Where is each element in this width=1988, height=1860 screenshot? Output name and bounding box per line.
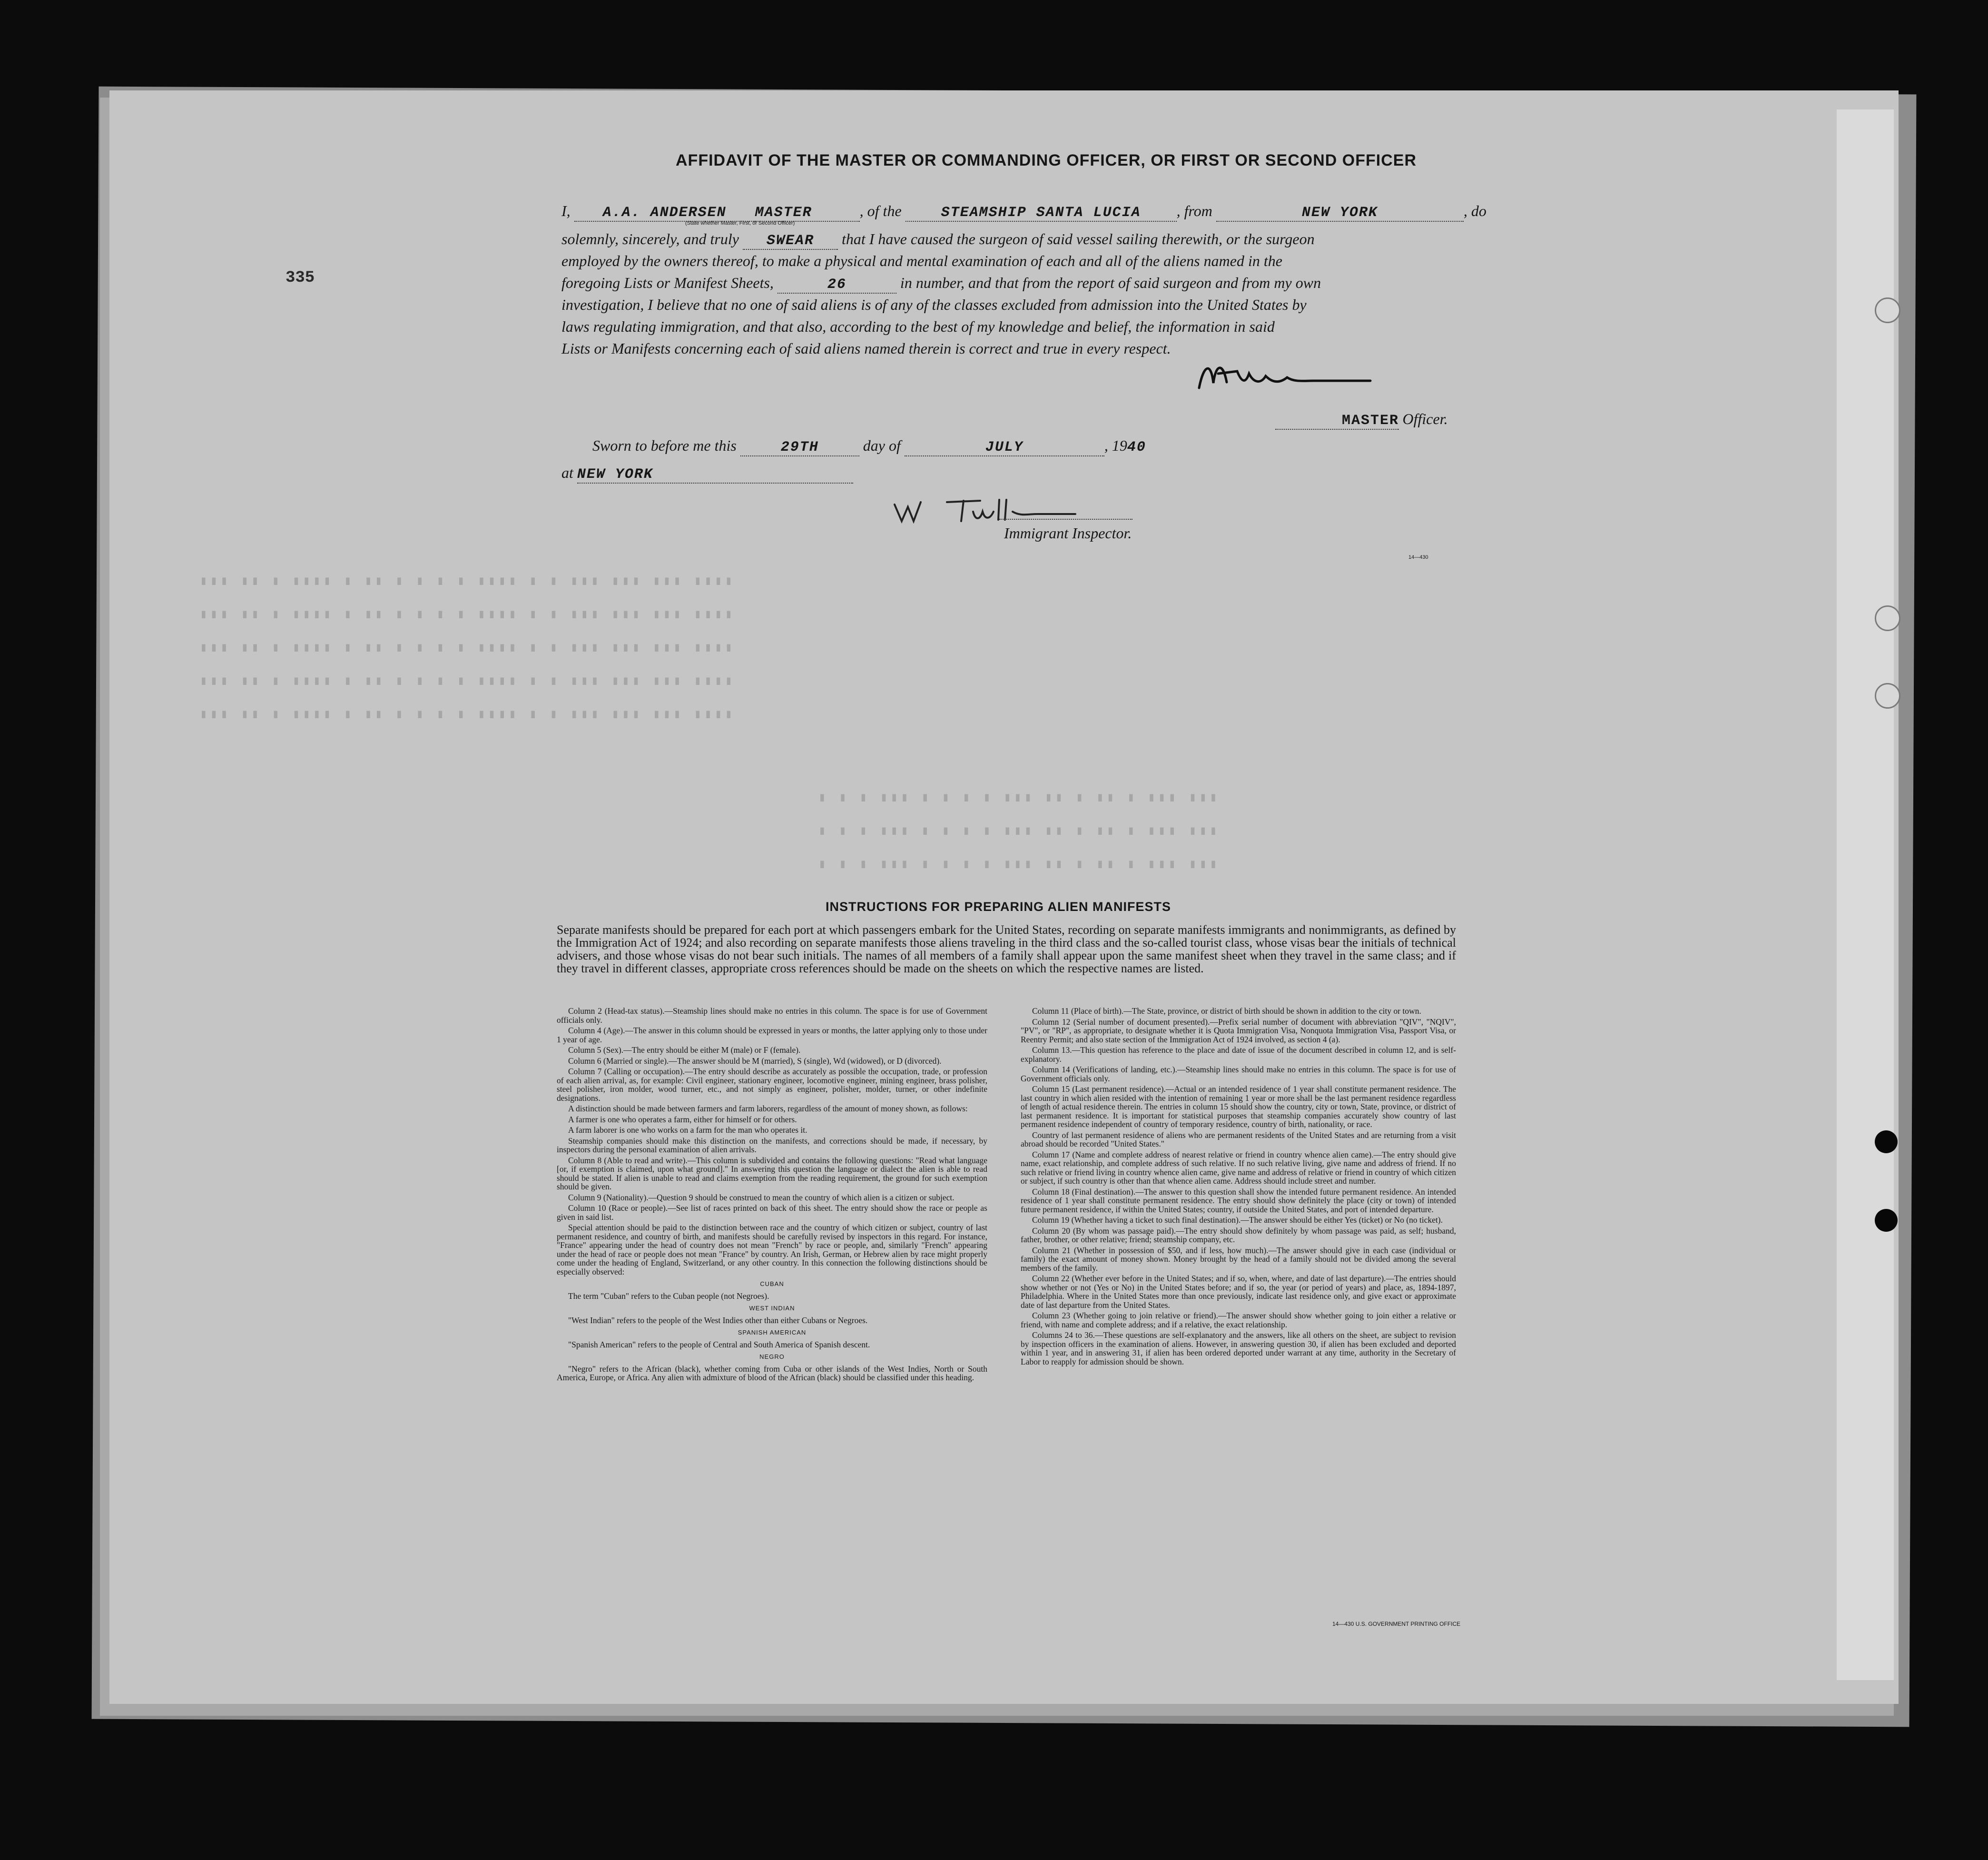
instruction-paragraph: Column 19 (Whether having a ticket to such final destination).—The answer should be either Yes (ticket) or No (no ticket). — [1032, 1215, 1443, 1225]
instruction-paragraph: Columns 24 to 36.—These questions are self-explanatory and the answers, like all others on the sheet, are subject to revision by inspection officers in the examination of aliens. However, in answering question 30, if alien has been excluded and deported within 1 year, and in answering 31, if alien has been ordered deported under warrant at any time, authority in the Secretary of Labor to reapply for admission should be shown. — [1021, 1330, 1456, 1366]
instruction-paragraph: Column 5 (Sex).—The entry should be either M (male) or F (female). — [568, 1045, 801, 1055]
instruction-paragraph: Column 22 (Whether ever before in the United States; and if so, when, where, and date of last departure).—The entries should show whether or not (Yes or No) in the United States before; and if so, the year (or period of years) and place, as, 1894-1897, Philadelphia. Where in the United States more than once previously, indicate last residence only, and give exact or approximate date of last departure from the United States. — [1021, 1274, 1456, 1310]
officer-name: A.A. ANDERSEN — [574, 205, 755, 222]
departure-port: NEW YORK — [1216, 205, 1464, 222]
instruction-paragraph: Country of last permanent residence of aliens who are permanent residents of the United States and are returning from a visit abroad should be recorded "United States." — [1021, 1130, 1456, 1148]
bleed-through-text: ▮▮▮ ▮▮ ▮ ▮▮▮▮ ▮ ▮▮ ▮ ▮ ▮ ▮ ▮▮▮▮ ▮ ▮ ▮▮▮ ▮▮▮ ▮▮▮ ▮▮▮▮ — [200, 574, 736, 588]
instructions-lead: Separate manifests should be prepared for each port at which passengers embark for the United States, recording on separate manifests immigrants and nonimmigrants, as defined by the Immigration Act of 1924; and also recording on separate manifests those aliens traveling in the third class and the so-called tourist class, whose visas bear the initials of technical advisers, and those whose visas do not bear such initials. The names of all members of a family shall appear upon the same manifest sheet when they travel in the same class; and if they travel in different classes, appropriate cross references should be made on the sheets on which the respective names are listed. — [557, 923, 1456, 975]
oath-type: SWEAR — [743, 233, 838, 250]
vessel-name: STEAMSHIP SANTA LUCIA — [905, 205, 1177, 222]
sworn-place-line: at NEW YORK — [561, 464, 853, 484]
instructions-right-column — [1021, 1007, 1456, 1368]
instruction-paragraph: Column 8 (Able to read and write).—This column is subdivided and contains the following questions: "Read what language [or, if exemption is claimed, upon what ground]." In answering this question the language or dialect the alien is able to read should be stated. If alien is unable to read and claims exemption from the reading requirement, the ground for such exemption should be given. — [557, 1155, 987, 1191]
instruction-paragraph: Column 13.—This question has reference to the place and date of issue of the document described in column 12, and is self-explanatory. — [1021, 1045, 1456, 1064]
instruction-paragraph: Column 11 (Place of birth).—The State, province, or district of birth should be shown in addition to the city or town. — [1032, 1006, 1421, 1016]
instruction-paragraph: Steamship companies should make this distinction on the manifests, and corrections should be made, if necessary, by inspectors during the personal examination of alien arrivals. — [557, 1136, 987, 1154]
instruction-paragraph: Column 15 (Last permanent residence).—Actual or an intended residence of 1 year shall constitute permanent residence. The last country in which alien resided with the intention of remaining 1 year or more shall be the last permanent residence regardless of length of actual residence therein. The entries in column 15 should show the country, city or town, State, province, or district of last permanent residence. It is important for statistical purposes that steamship companies accurately show country of last permanent residence independent of country of temporary residence, country of birth, nationality, or race. — [1021, 1084, 1456, 1129]
instruction-paragraph: Column 4 (Age).—The answer in this column should be expressed in years or months, the latter applying only to those under 1 year of age. — [557, 1026, 987, 1044]
sworn-year: 40 — [1127, 439, 1146, 455]
instruction-paragraph: "Spanish American" refers to the people of Central and South America of Spanish descent. — [568, 1339, 870, 1349]
bleed-through-text: ▮ ▮ ▮ ▮▮▮ ▮ ▮ ▮ ▮ ▮▮▮ ▮▮ ▮ ▮▮ ▮ ▮▮▮ ▮▮▮ — [818, 857, 1220, 871]
affidavit-line-3: employed by the owners thereof, to make a physical and mental examination of each and all of the aliens named in the — [561, 252, 1282, 269]
officer-rank: MASTER — [755, 205, 860, 222]
instruction-paragraph: A farmer is one who operates a farm, either for himself or for others. — [568, 1114, 797, 1124]
instruction-paragraph: Column 2 (Head-tax status).—Steamship lines should make no entries in this column. The space is for use of Government officials only. — [557, 1006, 987, 1025]
printing-office-footer: 14—430 U.S. GOVERNMENT PRINTING OFFICE — [1332, 1621, 1461, 1627]
instructions-title: INSTRUCTIONS FOR PREPARING ALIEN MANIFESTS — [826, 900, 1171, 914]
section-heading: WEST INDIAN — [749, 1305, 795, 1312]
sworn-month: JULY — [905, 439, 1104, 456]
instruction-paragraph: Special attention should be paid to the distinction between race and the country of which citizen or subject, country of last permanent residence, and country of birth, and manifests should be carefully revised by inspectors in this regard. For instance, "France" appearing under the head of country does not mean "French" by race or people, and, similarly "French" appearing under the head of race or people does not mean "France" by country. An Irish, German, or Hebrew alien by race might properly come under the heading of England, Switzerland, or any other country. In this connection the following distinctions should be especially observed: — [557, 1223, 987, 1276]
punch-hole — [1875, 297, 1900, 323]
inspector-signature — [885, 490, 1085, 528]
punch-hole — [1875, 605, 1900, 631]
signer-rank-line: MASTER Officer. — [1275, 410, 1448, 430]
instruction-paragraph: Column 10 (Race or people).—See list of races printed on back of this sheet. The entry should show the race or people as given in said list. — [557, 1203, 987, 1222]
instruction-paragraph: Column 12 (Serial number of document presented).—Prefix serial number of document with abbreviation "QIV", "NQIV", "PV", or "RP", as appropriate, to designate whether it is Quota Immigration Visa, Nonquota Immigration Visa, Passport Visa, or Reentry Permit; and also state section of the Immigration Act of 1924 involved, as section 4 (a). — [1021, 1017, 1456, 1044]
instructions-left-column — [557, 1007, 987, 1384]
affidavit-line-2: solemnly, sincerely, and truly SWEAR that I have caused the surgeon of said vessel sailing therewith, or the surgeon — [561, 230, 1315, 249]
instruction-paragraph: Column 14 (Verifications of landing, etc.).—Steamship lines should make no entries in this column. The space is for use of Government officials only. — [1021, 1065, 1456, 1083]
page-number-stamp: 335 — [285, 269, 315, 287]
instruction-paragraph: "Negro" refers to the African (black), whether coming from Cuba or other islands of the West Indies, North or South America, Europe, or Africa. Any alien with admixture of blood of the African (black) should be classified under this heading. — [557, 1364, 987, 1382]
instruction-paragraph: Column 9 (Nationality).—Question 9 should be construed to mean the country of which alien is a citizen or subject. — [568, 1192, 955, 1202]
sheet-count: 26 — [777, 277, 896, 294]
bleed-through-text: ▮▮▮ ▮▮ ▮ ▮▮▮▮ ▮ ▮▮ ▮ ▮ ▮ ▮ ▮▮▮▮ ▮ ▮ ▮▮▮ ▮▮▮ ▮▮▮ ▮▮▮▮ — [200, 607, 736, 622]
punch-hole — [1875, 1209, 1898, 1232]
punch-hole — [1875, 1130, 1898, 1153]
inspector-label: Immigrant Inspector. — [1004, 524, 1132, 542]
affidavit-line-6: laws regulating immigration, and that also, according to the best of my knowledge and belief, the information in said — [561, 318, 1275, 335]
affidavit-line-5: investigation, I believe that no one of said aliens is of any of the classes excluded from admission into the United States by — [561, 296, 1307, 313]
section-heading: SPANISH AMERICAN — [738, 1329, 807, 1336]
instruction-paragraph: A distinction should be made between farmers and farm laborers, regardless of the amount of money shown, as follows: — [568, 1104, 968, 1113]
bleed-through-text: ▮▮▮ ▮▮ ▮ ▮▮▮▮ ▮ ▮▮ ▮ ▮ ▮ ▮ ▮▮▮▮ ▮ ▮ ▮▮▮ ▮▮▮ ▮▮▮ ▮▮▮▮ — [200, 641, 736, 655]
sworn-day: 29TH — [740, 439, 859, 456]
bleed-through-text: ▮ ▮ ▮ ▮▮▮ ▮ ▮ ▮ ▮ ▮▮▮ ▮▮ ▮ ▮▮ ▮ ▮▮▮ ▮▮▮ — [818, 824, 1220, 838]
bleed-through-text: ▮ ▮ ▮ ▮▮▮ ▮ ▮ ▮ ▮ ▮▮▮ ▮▮ ▮ ▮▮ ▮ ▮▮▮ ▮▮▮ — [818, 791, 1220, 805]
master-signature — [1190, 355, 1380, 397]
affidavit-line-7: Lists or Manifests concerning each of said aliens named therein is correct and true in every respect. — [561, 340, 1171, 357]
sworn-line: Sworn to before me this 29TH day of JULY , 1940 — [592, 437, 1146, 455]
instruction-paragraph: Column 23 (Whether going to join relative or friend).—The answer should show whether going to join either a relative or friend, with name and complete address; and if a relative, the exact relationship. — [1021, 1311, 1456, 1329]
instruction-paragraph: Column 17 (Name and complete address of nearest relative or friend in country whence alien came).—The entry should give name, exact relationship, and complete address of such relative. If no such relative living, give name and address of friend. If no such relative or friend living in country whence alien came, give name and address of relative or friend in country of which citizen or subject, if such country is other than that whence alien came. Address should include street and number. — [1021, 1149, 1456, 1186]
instruction-paragraph: Column 18 (Final destination).—The answer to this question shall show the intended future permanent residence. An intended residence of 1 year shall constitute permanent residence. The entry should show definitely the place (city or town) of intended future permanent residence, if within the United States; country, if outside the United States, and port of intended departure. — [1021, 1187, 1456, 1214]
instruction-paragraph: Column 20 (By whom was passage paid).—The entry should show definitely by whom passage was paid, as self; husband, father, brother, or other relative; friend; steamship company, etc. — [1021, 1226, 1456, 1244]
instruction-paragraph: Column 7 (Calling or occupation).—The entry should describe as accurately as possible the occupation, trade, or profession of each alien arrival, as, for example: Civil engineer, stationary engineer, locomotive engineer, mining engineer, brass polisher, steel polisher, iron molder, wood turner, etc., and not simply as engineer, polisher, molder, turner, or other indefinite designations. — [557, 1067, 987, 1103]
instruction-paragraph: A farm laborer is one who works on a farm for the man who operates it. — [568, 1125, 807, 1135]
section-heading: NEGRO — [759, 1353, 785, 1360]
rank-note: (State whether Master, First, or Second Officer) — [685, 220, 795, 226]
sworn-place: NEW YORK — [577, 466, 853, 484]
affidavit-line-4: foregoing Lists or Manifest Sheets, 26 in number, and that from the report of said surgeon and from my own — [561, 274, 1321, 293]
inspector-signature-line — [999, 519, 1132, 520]
affidavit-line-1: I, A.A. ANDERSEN MASTER , of the STEAMSHIP SANTA LUCIA , from NEW YORK , do — [561, 202, 1486, 221]
affidavit-title: AFFIDAVIT OF THE MASTER OR COMMANDING OFFICER, OR FIRST OR SECOND OFFICER — [676, 151, 1417, 169]
section-heading: CUBAN — [760, 1280, 784, 1287]
instruction-paragraph: The term "Cuban" refers to the Cuban people (not Negroes). — [568, 1291, 769, 1301]
bleed-through-text: ▮▮▮ ▮▮ ▮ ▮▮▮▮ ▮ ▮▮ ▮ ▮ ▮ ▮ ▮▮▮▮ ▮ ▮ ▮▮▮ ▮▮▮ ▮▮▮ ▮▮▮▮ — [200, 707, 736, 722]
page-edge — [1837, 109, 1894, 1680]
form-code: 14—430 — [1408, 554, 1428, 560]
punch-hole — [1875, 683, 1900, 709]
instruction-paragraph: "West Indian" refers to the people of the West Indies other than either Cubans or Negroes. — [568, 1315, 868, 1325]
instruction-paragraph: Column 6 (Married or single).—The answer should be M (married), S (single), Wd (widowed), or D (divorced). — [568, 1056, 942, 1066]
bleed-through-text: ▮▮▮ ▮▮ ▮ ▮▮▮▮ ▮ ▮▮ ▮ ▮ ▮ ▮ ▮▮▮▮ ▮ ▮ ▮▮▮ ▮▮▮ ▮▮▮ ▮▮▮▮ — [200, 674, 736, 688]
instruction-paragraph: Column 21 (Whether in possession of $50, and if less, how much).—The answer should give in each case (individual or family) the exact amount of money shown. Money brought by the head of a family should not be divided among the several members of the family. — [1021, 1245, 1456, 1273]
